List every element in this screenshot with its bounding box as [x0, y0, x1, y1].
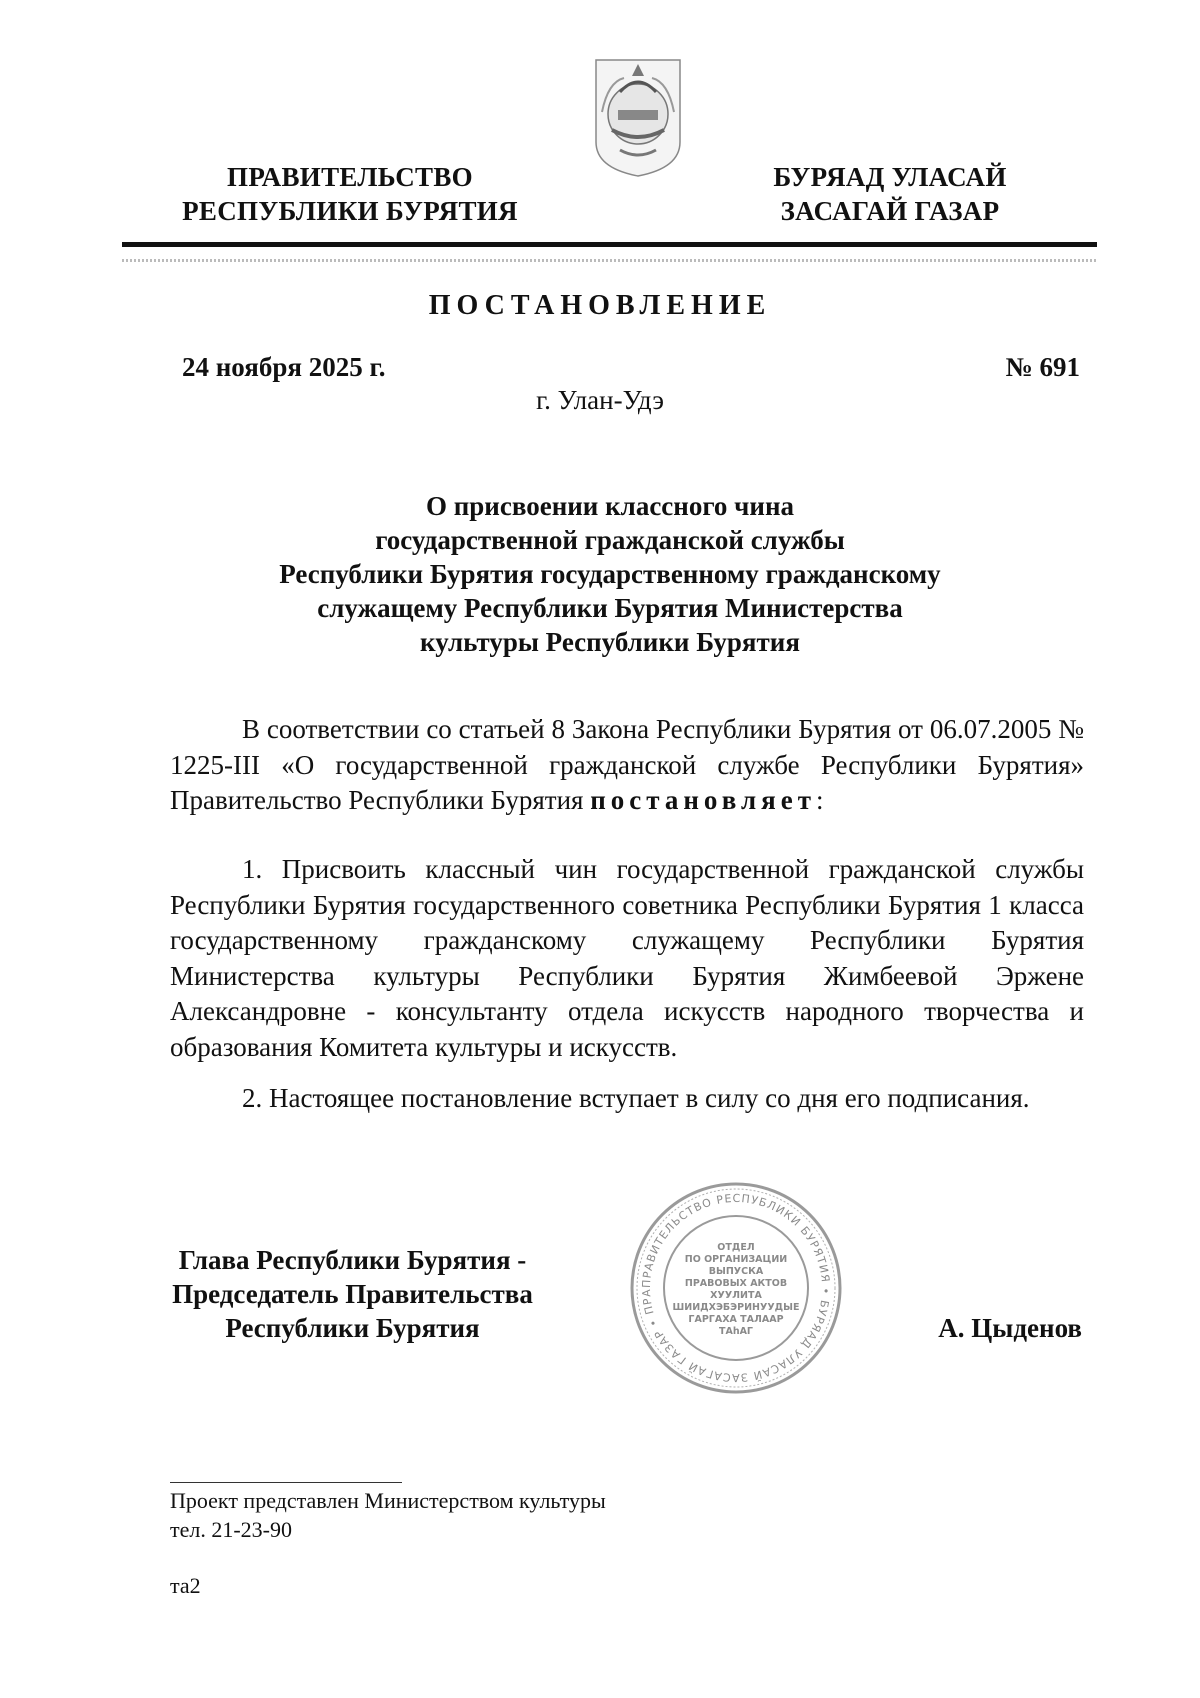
position-line: Глава Республики Бурятия - [178, 1245, 527, 1275]
subject-line: Республики Бурятия государственному гражданскому [279, 559, 941, 589]
header-rule-dotted [122, 259, 1097, 262]
subject-line: служащему Республики Бурятия Министерства [317, 593, 903, 623]
svg-text:ТАһАГ: ТАһАГ [718, 1326, 754, 1337]
svg-text:ХУУЛИТА: ХУУЛИТА [710, 1290, 762, 1301]
svg-text:ПРАВОВЫХ АКТОВ: ПРАВОВЫХ АКТОВ [684, 1278, 788, 1289]
header-right-line2: ЗАСАГАЙ ГАЗАР [780, 196, 1000, 226]
signatory-position [150, 1243, 555, 1345]
footer-line: тел. 21-23-90 [170, 1517, 293, 1542]
signatory-name: А. Цыденов [938, 1313, 1082, 1343]
footer-line: Проект представлен Министерством культуры [170, 1488, 606, 1513]
header-right-line1: БУРЯАД УЛАСАЙ [773, 162, 1007, 192]
preamble-paragraph [170, 712, 1084, 819]
position-line: Председатель Правительства [172, 1279, 533, 1309]
svg-text:ПРАВИТЕЛЬСТВО РЕСПУБЛИКИ БУРЯТ: ПРАВИТЕЛЬСТВО РЕСПУБЛИКИ БУРЯТИЯ • БУРЯАД УЛАСАЙ ЗАСАГАЙ ГАЗАР • ПРА [639, 1191, 833, 1385]
document-subject [180, 489, 1040, 659]
position-line: Республики Бурятия [225, 1313, 480, 1343]
coat-of-arms-emblem [590, 52, 686, 180]
footer-rule [170, 1482, 402, 1483]
document-city: г. Улан-Удэ [536, 385, 664, 415]
subject-line: культуры Республики Бурятия [420, 627, 800, 657]
preamble-emphasis: постановляет [590, 785, 816, 815]
header-left [160, 160, 540, 228]
header-rule-thick [122, 242, 1097, 247]
footer-code: та2 [170, 1573, 201, 1598]
document-type-title: ПОСТАНОВЛЕНИЕ [428, 290, 772, 321]
document-number: № 691 [1005, 352, 1080, 382]
subject-line: О присвоении классного чина [425, 491, 795, 521]
svg-text:ГАРГАХА ТАЛААР: ГАРГАХА ТАЛААР [688, 1314, 784, 1325]
svg-text:ШИИДХЭБЭРИНУУДЫЕ: ШИИДХЭБЭРИНУУДЫЕ [672, 1302, 800, 1313]
item-paragraph-2: 2. Настоящее постановление вступает в силу со дня его подписания. [242, 1083, 1030, 1113]
preamble-end: : [815, 785, 824, 815]
header-right [740, 160, 1040, 228]
svg-text:ВЫПУСКА: ВЫПУСКА [708, 1266, 764, 1277]
document-date: 24 ноября 2025 г. [182, 352, 386, 382]
subject-line: государственной гражданской службы [375, 525, 845, 555]
official-seal-stamp [628, 1180, 844, 1396]
header-left-line2: РЕСПУБЛИКИ БУРЯТИЯ [182, 196, 518, 226]
svg-text:ПО ОРГАНИЗАЦИИ: ПО ОРГАНИЗАЦИИ [684, 1254, 788, 1265]
footer-note [170, 1486, 606, 1544]
preamble-text: В соответствии со статьей 8 Закона Республики Бурятия от 06.07.2005 № 1225-III «О государственной гражданской службе Республики Бурятия» Правительство Республики Бурятия [170, 714, 1084, 815]
item-paragraph-1: 1. Присвоить классный чин государственной гражданской службы Республики Бурятия государственного советника Республики Бурятия 1 класса государственному гражданскому служащему Республики Бурятия Министерства культуры Республики Бурятия Жимбеевой Эржене Александровне - консультанту отдела искусств народного творчества и образования Комитета культуры и искусств. [170, 854, 1084, 1062]
header-left-line1: ПРАВИТЕЛЬСТВО [227, 162, 473, 192]
svg-text:ОТДЕЛ: ОТДЕЛ [717, 1242, 755, 1253]
